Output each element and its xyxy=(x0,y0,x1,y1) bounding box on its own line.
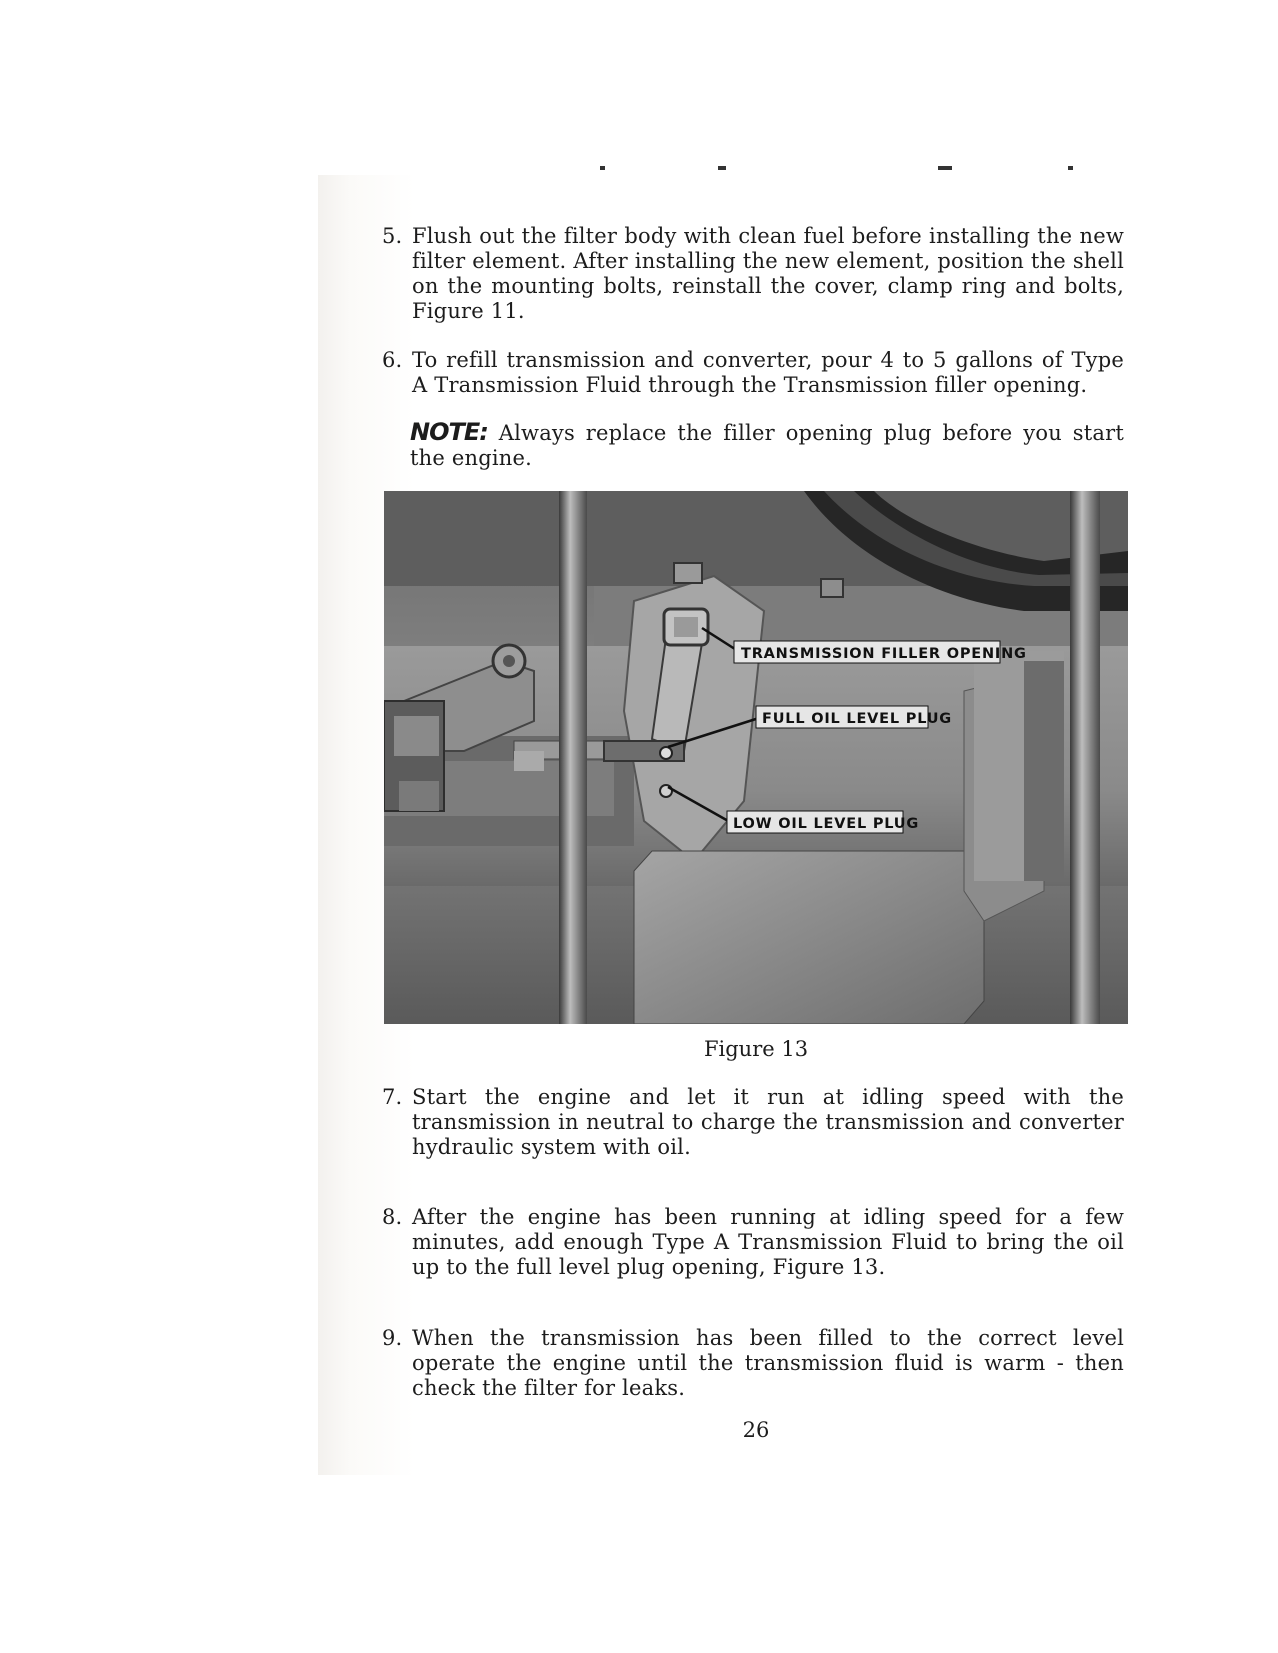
note-text: Always replace the filler opening plug before you start the engine. xyxy=(410,421,1124,470)
callout-filler-label: TRANSMISSION FILLER OPENING xyxy=(741,646,1027,662)
step-9 xyxy=(382,1326,1124,1401)
step-number: 9. xyxy=(382,1326,403,1350)
step-text: When the transmission has been filled to the correct level operate the engine until the transmission fluid is warm - then check the filter for leaks. xyxy=(412,1326,1124,1400)
step-text: To refill transmission and converter, pour 4 to 5 gallons of Type A Transmission Fluid through the Transmission filler opening. xyxy=(412,348,1124,397)
step-number: 6. xyxy=(382,348,403,372)
scan-marks xyxy=(600,166,1080,172)
step-5 xyxy=(382,224,1124,324)
step-7 xyxy=(382,1085,1124,1160)
note xyxy=(410,420,1124,471)
step-number: 7. xyxy=(382,1085,403,1109)
callout-full-label: FULL OIL LEVEL PLUG xyxy=(762,711,952,727)
callout-low-label: LOW OIL LEVEL PLUG xyxy=(733,816,920,832)
step-number: 5. xyxy=(382,224,403,248)
figure-caption: Figure 13 xyxy=(703,1037,809,1061)
page-number: 26 xyxy=(742,1418,770,1442)
step-number: 8. xyxy=(382,1205,403,1229)
step-text: After the engine has been running at idling speed for a few minutes, add enough Type A Transmission Fluid to bring the oil up to the full level plug opening, Figure 13. xyxy=(412,1205,1124,1279)
step-8 xyxy=(382,1205,1124,1280)
step-text: Flush out the filter body with clean fuel before installing the new filter element. After installing the new element, position the shell on the mounting bolts, reinstall the cover, clamp ring and bolts, Figure 11. xyxy=(412,224,1124,323)
note-label: NOTE: xyxy=(410,418,488,446)
step-text: Start the engine and let it run at idling speed with the transmission in neutral to charge the transmission and converter hydraulic system with oil. xyxy=(412,1085,1124,1159)
step-6 xyxy=(382,348,1124,398)
figure-13-photo xyxy=(384,491,1128,1024)
